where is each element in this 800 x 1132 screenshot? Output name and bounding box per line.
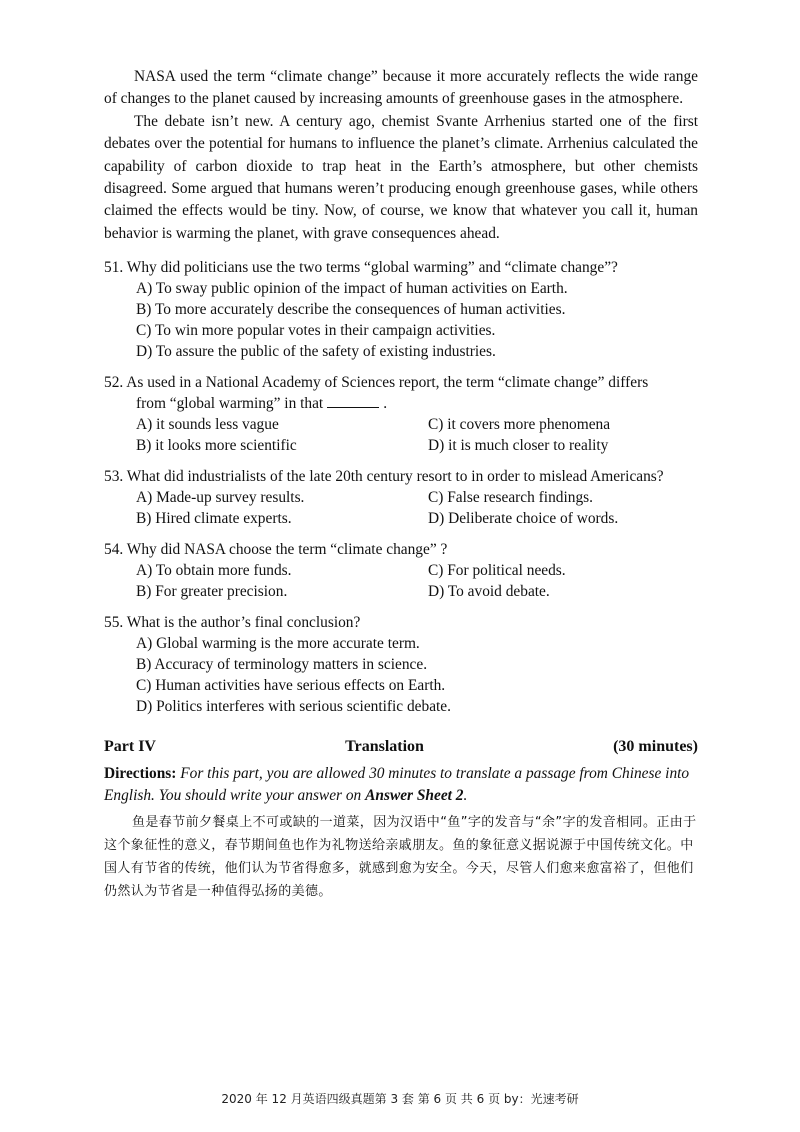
question-51 — [104, 257, 698, 362]
option[interactable]: B) it looks more scientific — [136, 437, 297, 455]
option[interactable]: D) it is much closer to reality — [428, 437, 609, 455]
option[interactable]: B) To more accurately describe the consequences of human activities. — [136, 301, 566, 319]
part-title: Translation — [345, 738, 424, 756]
question-55 — [104, 612, 698, 717]
directions-text: For this part, you are allowed 30 minutes to translate a passage from Chinese into English. You should write your answer on — [104, 765, 690, 805]
stem-text: from “global warming” in that — [136, 395, 324, 413]
option[interactable]: A) it sounds less vague — [136, 416, 279, 434]
option[interactable]: C) Human activities have serious effects on Earth. — [136, 677, 446, 695]
option[interactable]: C) To win more popular votes in their campaign activities. — [136, 322, 496, 340]
option[interactable]: A) To obtain more funds. — [136, 562, 292, 580]
question-stem: 55. What is the author’s final conclusion? — [104, 614, 361, 632]
option[interactable]: B) Accuracy of terminology matters in science. — [136, 656, 428, 674]
part-header — [104, 735, 698, 759]
part-number: Part IV — [104, 738, 156, 756]
question-stem-continued — [104, 393, 698, 414]
option[interactable]: C) it covers more phenomena — [428, 416, 611, 434]
question-52 — [104, 372, 698, 456]
option[interactable]: D) To avoid debate. — [428, 583, 550, 601]
options-grid — [104, 560, 698, 602]
option[interactable]: C) False research findings. — [428, 489, 593, 507]
page-content — [104, 66, 698, 903]
chinese-passage: 鱼是春节前夕餐桌上不可或缺的一道菜，因为汉语中“鱼”字的发音与“余”字的发音相同。正由于这个象征性的意义，春节期间鱼也作为礼物送给亲戚朋友。鱼的象征意义据说源于中国传统文化。中国人有节省的传统，他们认为节省得愈多，就感到愈为安全。今天，尽管人们愈来愈富裕了，但他们仍然认为节省是一种值得弘扬的美德。 — [104, 815, 697, 900]
option[interactable]: A) Made-up survey results. — [136, 489, 305, 507]
answer-sheet-ref: Answer Sheet 2 — [365, 787, 464, 805]
option[interactable]: D) Deliberate choice of words. — [428, 510, 619, 528]
page-footer: 2020 年 12 月英语四级真题第 3 套 第 6 页 共 6 页 by：光速考研 — [221, 1092, 579, 1106]
directions-end: . — [463, 787, 468, 805]
question-54 — [104, 539, 698, 602]
part-time: (30 minutes) — [613, 738, 698, 756]
question-stem: 51. Why did politicians use the two terms “global warming” and “climate change”? — [104, 259, 618, 277]
directions — [104, 763, 698, 807]
question-53 — [104, 466, 698, 529]
options-grid — [104, 487, 698, 529]
passage-paragraph: NASA used the term “climate change” because it more accurately reflects the wide range of changes to the planet caused by increasing amounts of greenhouse gases in the atmosphere. — [104, 68, 698, 108]
directions-label: Directions: — [104, 765, 177, 783]
option[interactable]: A) Global warming is the more accurate term. — [136, 635, 420, 653]
stem-period: . — [383, 395, 388, 413]
options-grid — [104, 414, 698, 456]
question-stem: 54. Why did NASA choose the term “climate change” ? — [104, 541, 448, 559]
question-stem: 52. As used in a National Academy of Sciences report, the term “climate change” differs — [104, 374, 649, 392]
answer-blank — [327, 395, 379, 408]
reading-passage — [104, 66, 698, 245]
option[interactable]: D) To assure the public of the safety of existing industries. — [136, 343, 496, 361]
passage-paragraph: The debate isn’t new. A century ago, chemist Svante Arrhenius started one of the first debates over the potential for humans to influence the planet’s climate. Arrhenius calculated the capability of carbon dioxide to trap heat in the Earth’s atmosphere, but other chemists disagreed. Some argued that humans weren’t producing enough greenhouse gases, while others claimed the effects would be tiny. Now, of course, we know that whatever you call it, human behavior is warming the planet, with grave consequences ahead. — [104, 112, 698, 242]
option[interactable]: B) For greater precision. — [136, 583, 288, 601]
option[interactable]: A) To sway public opinion of the impact of human activities on Earth. — [136, 280, 568, 298]
option[interactable]: B) Hired climate experts. — [136, 510, 292, 528]
question-stem: 53. What did industrialists of the late 20th century resort to in order to mislead Americans? — [104, 468, 664, 486]
option[interactable]: C) For political needs. — [428, 562, 566, 580]
option[interactable]: D) Politics interferes with serious scientific debate. — [136, 698, 451, 716]
